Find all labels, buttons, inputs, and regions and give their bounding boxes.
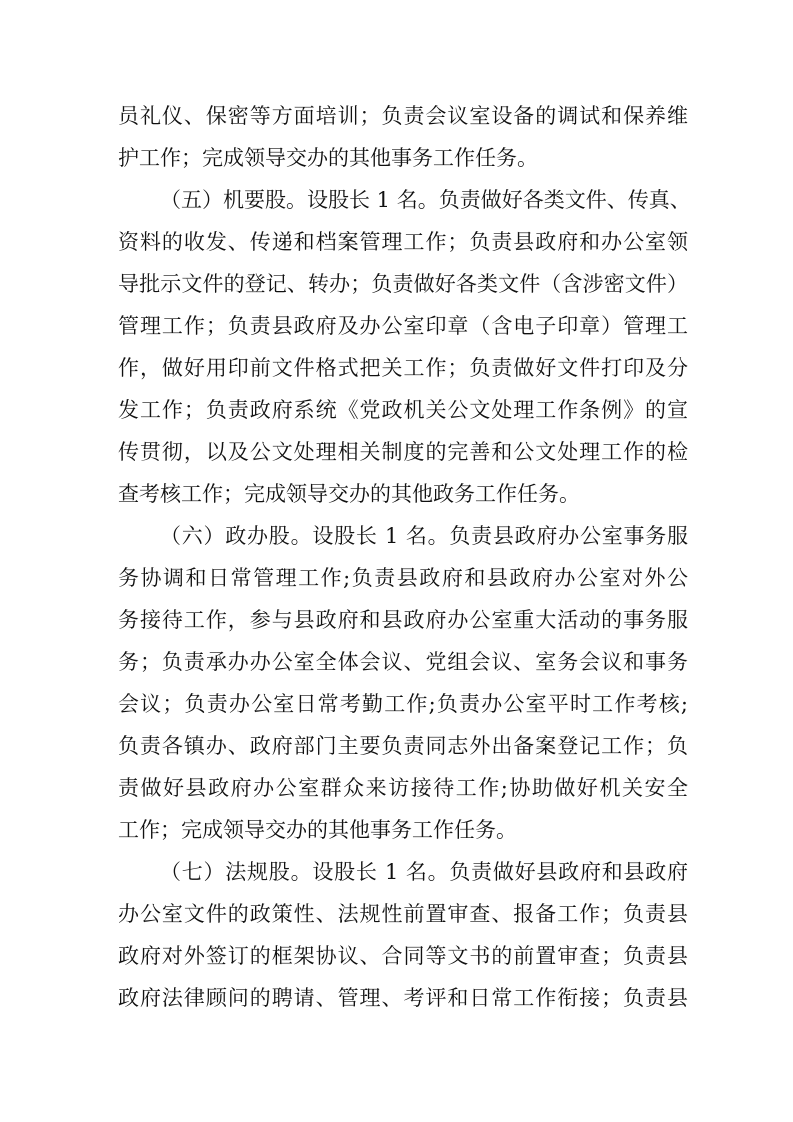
paragraph-heading-line: （五）机要股。设股长 1 名。负责做好各类文件、传真、 (160, 188, 691, 212)
text-line: 查考核工作；完成领导交办的其他政务工作任务。 (118, 482, 580, 506)
text-line: 传贯彻，以及公文处理相关制度的完善和公文处理工作的检 (118, 440, 688, 464)
text-line: 员礼仪、保密等方面培训；负责会议室设备的调试和保养维 (118, 104, 688, 128)
text-line: 责做好县政府办公室群众来访接待工作;协助做好机关安全 (118, 776, 688, 800)
text-line: 负责各镇办、政府部门主要负责同志外出备案登记工作；负 (118, 734, 688, 758)
text-line: 会议；负责办公室日常考勤工作;负责办公室平时工作考核; (118, 692, 688, 716)
paragraph-heading-line: （六）政办股。设股长 1 名。负责县政府办公室事务服 (160, 524, 688, 548)
text-line: 务；负责承办办公室全体会议、党组会议、室务会议和事务 (118, 650, 688, 674)
text-line: 政府对外签订的框架协议、合同等文书的前置审查；负责县 (118, 944, 688, 968)
text-line: 导批示文件的登记、转办；负责做好各类文件（含涉密文件） (118, 272, 688, 296)
text-line: 办公室文件的政策性、法规性前置审查、报备工作；负责县 (118, 902, 688, 926)
text-line: 资料的收发、传递和档案管理工作；负责县政府和办公室领 (118, 230, 688, 254)
text-line: 政府法律顾问的聘请、管理、考评和日常工作衔接；负责县 (118, 986, 688, 1010)
text-line: 工作；完成领导交办的其他事务工作任务。 (118, 818, 517, 842)
text-line: 作，做好用印前文件格式把关工作；负责做好文件打印及分 (118, 356, 688, 380)
text-line: 护工作；完成领导交办的其他事务工作任务。 (118, 146, 538, 170)
text-line: 管理工作；负责县政府及办公室印章（含电子印章）管理工 (118, 314, 688, 338)
text-line: 务协调和日常管理工作;负责县政府和县政府办公室对外公 (118, 566, 688, 590)
paragraph-heading-line: （七）法规股。设股长 1 名。负责做好县政府和县政府 (160, 860, 688, 884)
text-line: 务接待工作，参与县政府和县政府办公室重大活动的事务服 (118, 608, 688, 632)
text-line: 发工作；负责政府系统《党政机关公文处理工作条例》的宣 (118, 398, 688, 422)
